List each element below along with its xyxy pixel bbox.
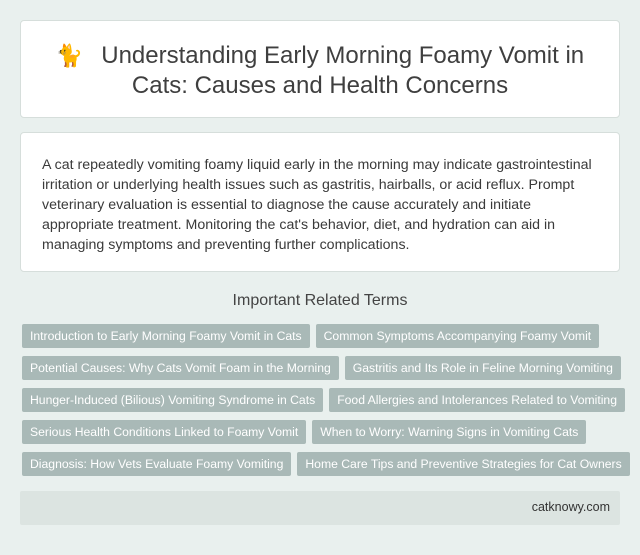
related-term-tag[interactable]: Food Allergies and Intolerances Related to Vomiting — [329, 388, 625, 412]
summary-card — [20, 132, 620, 272]
page-title — [21, 41, 619, 101]
page-title-text: Understanding Early Morning Foamy Vomit in Cats: Causes and Health Concerns — [101, 42, 585, 99]
related-term-tag[interactable]: Diagnosis: How Vets Evaluate Foamy Vomiting — [22, 452, 291, 476]
title-card — [20, 20, 620, 118]
related-term-tag[interactable]: Serious Health Conditions Linked to Foamy Vomit — [22, 420, 306, 444]
tag-row — [22, 356, 622, 388]
related-term-tag[interactable]: Home Care Tips and Preventive Strategies for Cat Owners — [297, 452, 629, 476]
site-link[interactable]: catknowy.com — [531, 500, 610, 514]
related-term-tag[interactable]: When to Worry: Warning Signs in Vomiting Cats — [312, 420, 586, 444]
related-terms-heading: Important Related Terms — [232, 292, 408, 309]
summary-text: A cat repeatedly vomiting foamy liquid early in the morning may indicate gastrointestinal irritation or underlying health issues such as gastritis, hairballs, or acid reflux. Prompt veterinary evaluation is essential to diagnose the cause accurately and initiate appropriate treatment. Monitoring the cat's behavior, diet, and hydration can aid in managing symptoms and preventing further complications. — [42, 157, 592, 253]
tag-row — [22, 388, 622, 420]
related-term-tag[interactable]: Introduction to Early Morning Foamy Vomit in Cats — [22, 324, 310, 348]
tag-row — [22, 420, 622, 452]
footer — [20, 491, 620, 525]
related-term-tag[interactable]: Potential Causes: Why Cats Vomit Foam in the Morning — [22, 356, 339, 380]
related-term-tag[interactable]: Common Symptoms Accompanying Foamy Vomit — [316, 324, 600, 348]
related-term-tag[interactable]: Gastritis and Its Role in Feline Morning Vomiting — [345, 356, 621, 380]
tag-row — [22, 452, 622, 484]
related-term-tag[interactable]: Hunger-Induced (Bilious) Vomiting Syndrome in Cats — [22, 388, 323, 412]
tag-row — [22, 324, 622, 356]
related-terms-list — [22, 324, 622, 484]
cat-icon: 🐈 — [55, 43, 84, 68]
